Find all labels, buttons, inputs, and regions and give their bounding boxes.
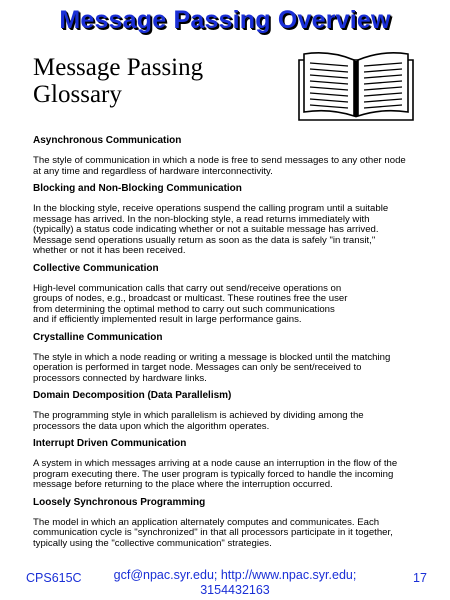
definition-line: typically using the "collective communication" strategies. bbox=[33, 537, 272, 549]
definition-line: from determining the optimal method to carry out such communications bbox=[33, 303, 335, 315]
glossary-definition bbox=[33, 156, 438, 177]
definition-line: The model in which an application alternately computes and communicates. Each bbox=[33, 516, 380, 528]
definition-line: (typically) a status code indicating whether or not a suitable message has arrived. bbox=[33, 224, 379, 235]
definition-line: groups of nodes, e.g., broadcast or multicast. These routines free the user bbox=[33, 293, 348, 304]
definition-line: The programming style in which parallelism is achieved by dividing among the bbox=[33, 410, 364, 421]
glossary-entry bbox=[33, 438, 438, 491]
glossary-definition bbox=[33, 459, 438, 491]
open-book-icon bbox=[296, 50, 416, 124]
glossary-term: Collective Communication bbox=[33, 262, 159, 274]
glossary-heading-line2: Glossary bbox=[33, 81, 122, 108]
course-code: CPS615C bbox=[26, 571, 82, 585]
glossary-definition bbox=[33, 204, 438, 257]
definition-line: at any time and regardless of hardware interconnectivity. bbox=[33, 165, 273, 177]
glossary-list bbox=[33, 135, 438, 555]
glossary-definition bbox=[33, 353, 438, 385]
glossary-term: Crystalline Communication bbox=[33, 331, 163, 343]
definition-line: operation is performed in target node. Messages can only be sent/received to bbox=[33, 362, 362, 373]
definition-line: message before returning to the place where the interruption occurred. bbox=[33, 479, 333, 490]
definition-line: whether or not it has been received. bbox=[33, 245, 186, 256]
contact-line: 3154432163 bbox=[200, 583, 270, 597]
glossary-definition bbox=[33, 518, 438, 550]
definition-line: A system in which messages arriving at a node cause an interruption in the flow of the bbox=[33, 458, 398, 469]
page-number: 17 bbox=[413, 571, 427, 585]
glossary-heading-line1: Message Passing bbox=[33, 54, 204, 81]
glossary-definition bbox=[33, 411, 438, 432]
glossary-term: Domain Decomposition (Data Parallelism) bbox=[33, 390, 232, 401]
glossary-term: Asynchronous Communication bbox=[33, 135, 182, 146]
glossary-entry bbox=[33, 135, 438, 177]
contact-line: gcf@npac.syr.edu; http://www.npac.syr.edu; bbox=[113, 568, 357, 582]
definition-line: processors connected by hardware links. bbox=[33, 372, 207, 384]
definition-line: communication cycle is "synchronized" in that all processors participate in it together, bbox=[33, 527, 393, 538]
glossary-term: Blocking and Non-Blocking Communication bbox=[33, 183, 242, 194]
glossary-entry bbox=[33, 497, 438, 550]
definition-line: message has arrived. In the non-blocking style, a read returns immediately with bbox=[33, 213, 370, 225]
glossary-term: Interrupt Driven Communication bbox=[33, 438, 187, 449]
glossary-definition bbox=[33, 284, 438, 326]
definition-line: program executing there. The user program is typically forced to handle the incoming bbox=[33, 468, 394, 480]
definition-line: High-level communication calls that carry out send/receive operations on bbox=[33, 282, 342, 294]
definition-line: In the blocking style, receive operations suspend the calling program until a suitable bbox=[33, 203, 389, 214]
glossary-term: Loosely Synchronous Programming bbox=[33, 496, 206, 508]
definition-line: and if efficiently implemented result in large performance gains. bbox=[33, 314, 302, 325]
glossary-entry bbox=[33, 183, 438, 257]
glossary-entry bbox=[33, 263, 438, 326]
slide-title: Message Passing Overview bbox=[59, 6, 391, 34]
definition-line: processors the data upon which the algorithm operates. bbox=[33, 420, 270, 432]
glossary-entry bbox=[33, 332, 438, 385]
definition-line: The style of communication in which a node is free to send messages to any other node bbox=[33, 155, 406, 166]
contact-info bbox=[95, 568, 375, 598]
glossary-heading bbox=[33, 54, 203, 108]
definition-line: The style in which a node reading or writing a message is blocked until the matching bbox=[33, 351, 391, 363]
glossary-entry bbox=[33, 390, 438, 432]
definition-line: Message send operations usually return as soon as the data is safely "in transit," bbox=[33, 234, 376, 246]
